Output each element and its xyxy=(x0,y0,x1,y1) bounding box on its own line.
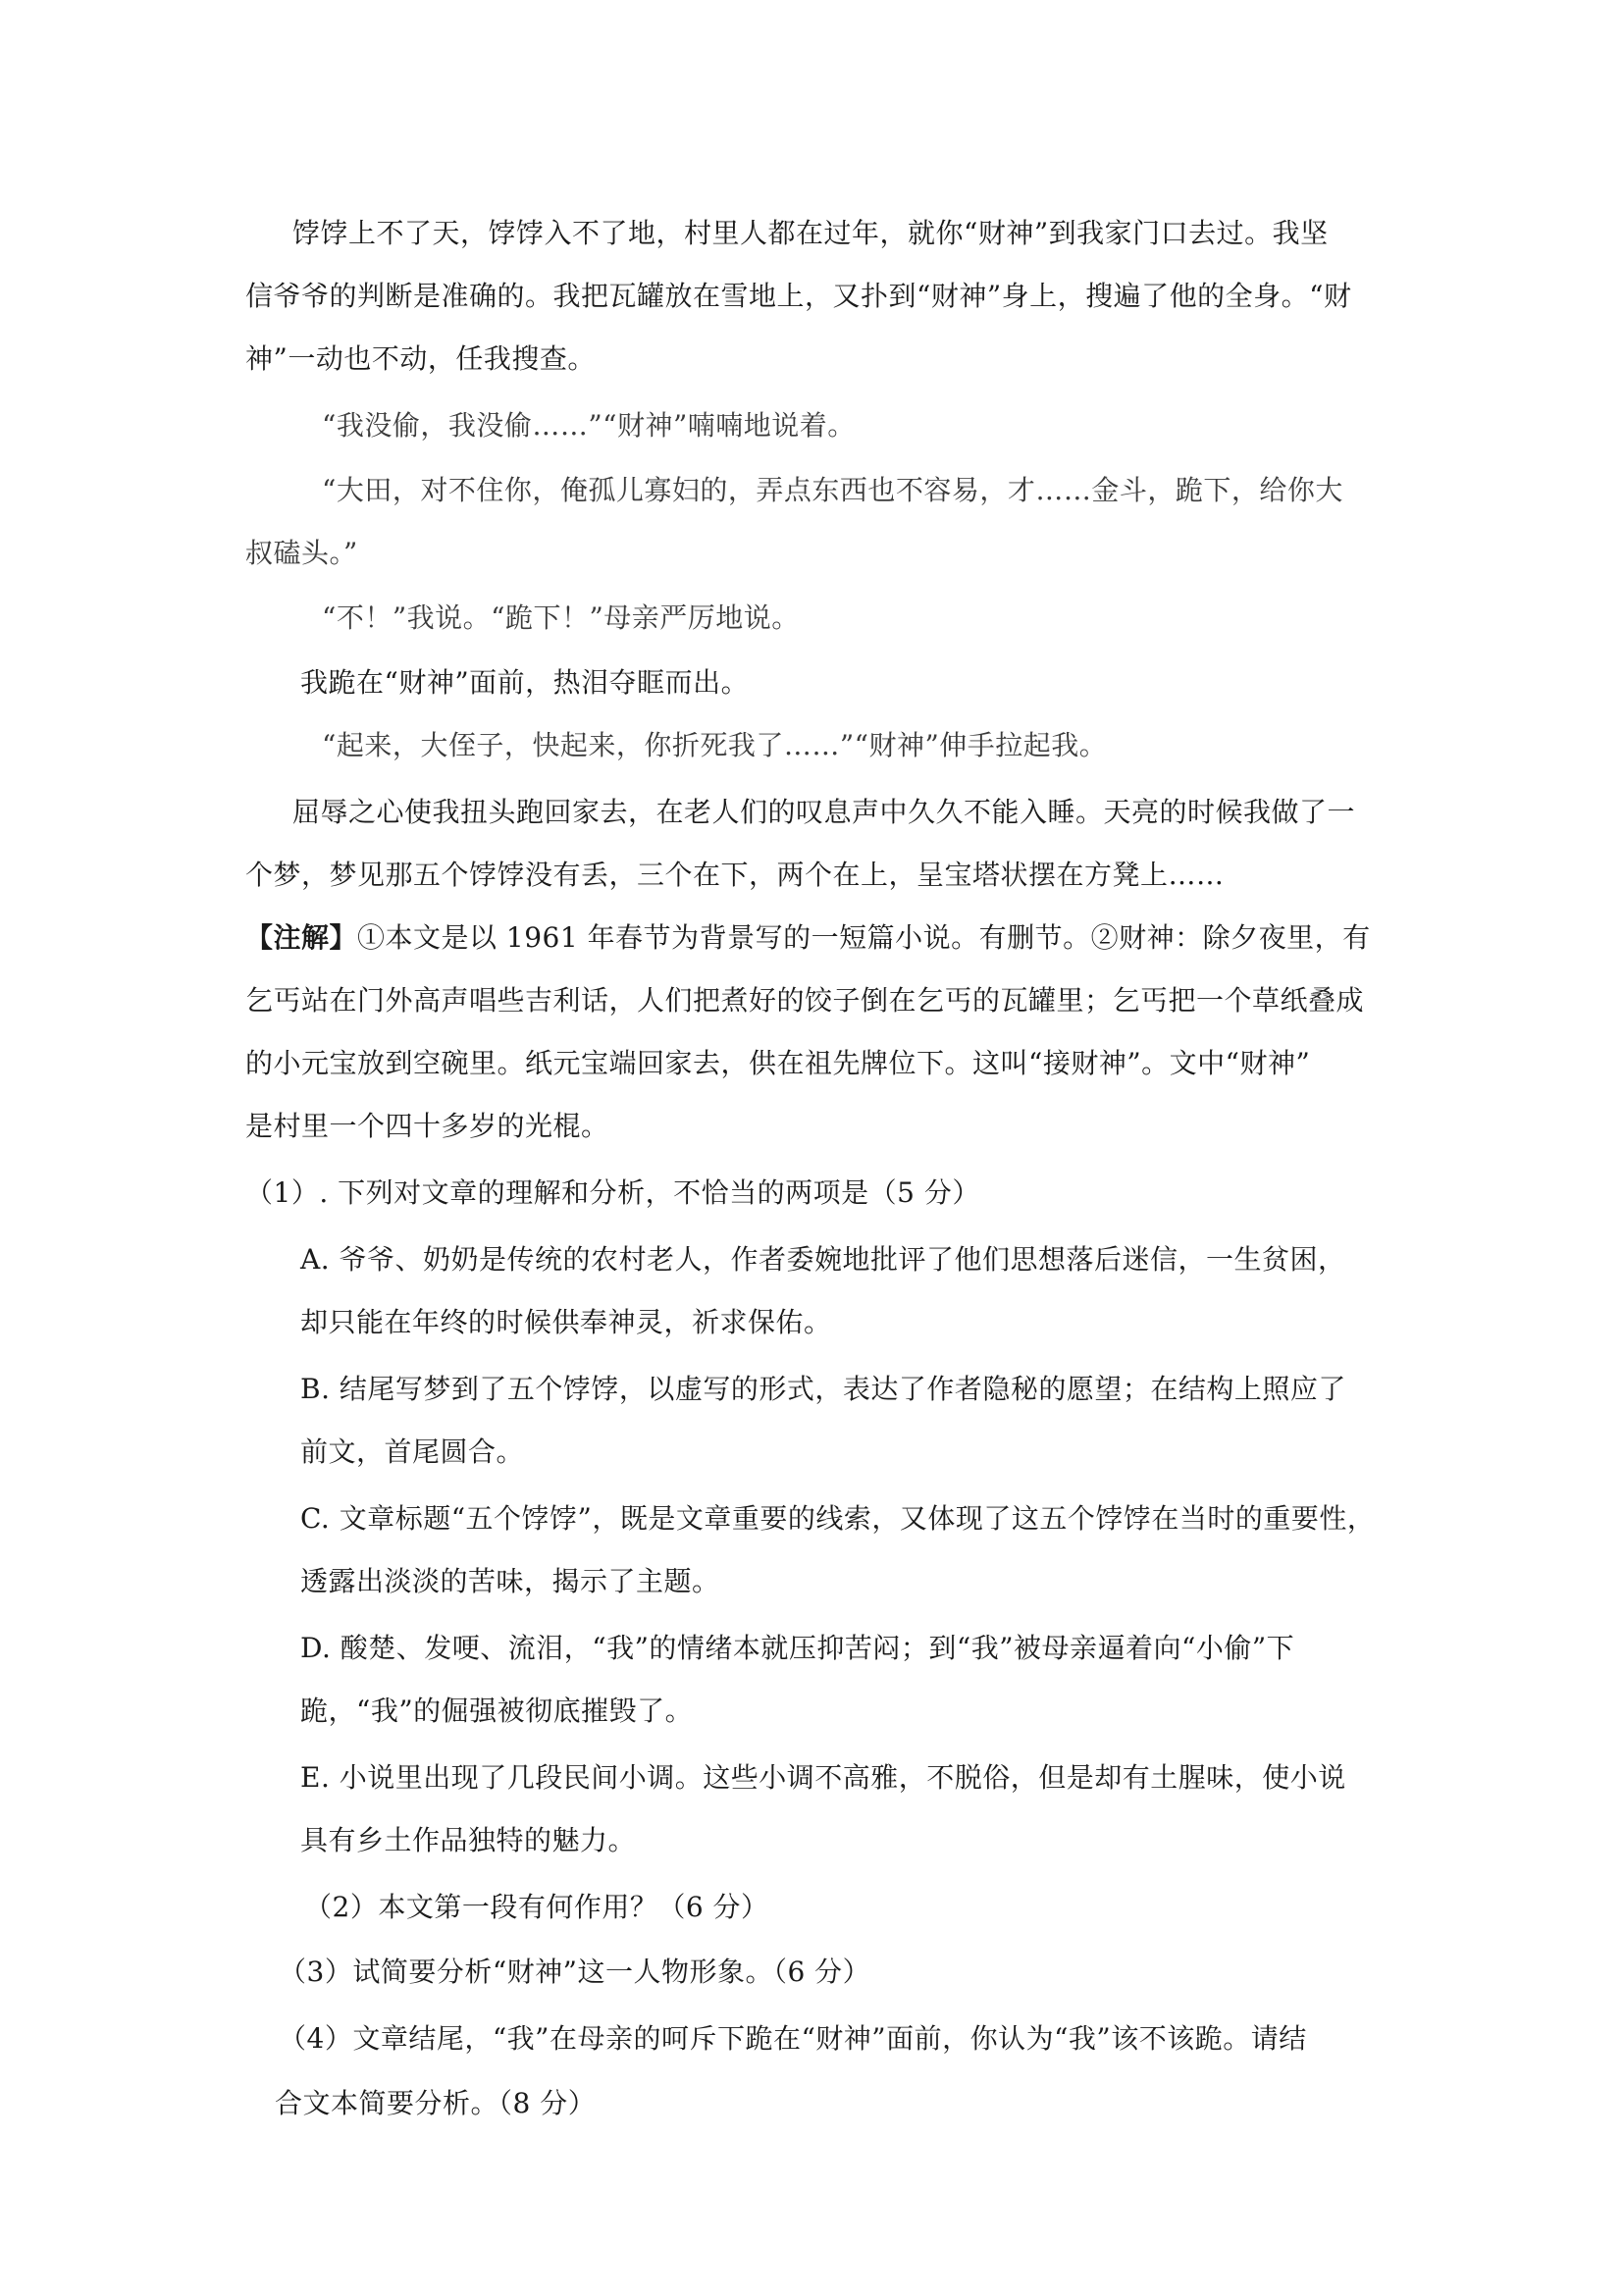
question-4-line-1: （4）文章结尾，“我”在母亲的呵斥下跪在“财神”面前，你认为“我”该不该跪。请结 xyxy=(279,2022,1307,2055)
note-line-2: 乞丐站在门外高声唱些吉利话，人们把煮好的饺子倒在乞丐的瓦罐里；乞丐把一个草纸叠成 xyxy=(245,984,1365,1017)
question-2: （2）本文第一段有何作用？（6 分） xyxy=(304,1891,769,1923)
option-a-line-1: A. 爷爷、奶奶是传统的农村老人，作者委婉地批评了他们思想落后迷信，一生贫困， xyxy=(300,1243,1346,1276)
story-p1-line-1: 饽饽上不了天，饽饽入不了地，村里人都在过年，就你“财神”到我家门口去过。我坚 xyxy=(292,217,1329,249)
story-p6: “起来，大侄子，快起来，你折死我了……”“财神”伸手拉起我。 xyxy=(322,729,1108,761)
option-c-line-2: 透露出淡淡的苦味，揭示了主题。 xyxy=(300,1565,720,1597)
option-c-line-1: C. 文章标题“五个饽饽”，既是文章重要的线索，又体现了这五个饽饽在当时的重要性， xyxy=(300,1502,1376,1535)
option-e-line-2: 具有乡土作品独特的魅力。 xyxy=(300,1824,637,1856)
story-p3-line-1: “大田，对不住你，俺孤儿寡妇的，弄点东西也不容易，才……金斗，跪下，给你大 xyxy=(322,474,1343,506)
story-p7-line-1: 屈辱之心使我扭头跑回家去，在老人们的叹息声中久久不能入睡。天亮的时候我做了一 xyxy=(292,796,1356,828)
story-p1-line-2: 信爷爷的判断是准确的。我把瓦罐放在雪地上，又扑到“财神”身上，搜遍了他的全身。“财 xyxy=(245,280,1352,312)
story-p4: “不！”我说。“跪下！”母亲严厉地说。 xyxy=(322,601,800,634)
option-a-line-2: 却只能在年终的时候供奉神灵，祈求保佑。 xyxy=(300,1306,832,1338)
question-1-stem: （1）. 下列对文章的理解和分析，不恰当的两项是（5 分） xyxy=(245,1176,980,1209)
question-3: （3）试简要分析“财神”这一人物形象。（6 分） xyxy=(279,1956,871,1988)
option-b-line-2: 前文，首尾圆合。 xyxy=(300,1435,525,1468)
question-4-line-2: 合文本简要分析。（8 分） xyxy=(275,2087,597,2119)
story-p1-line-3: 神”一动也不动，任我搜查。 xyxy=(245,342,596,375)
story-p3-line-2: 叔磕头。” xyxy=(245,537,358,569)
note-tag: 【注解】 xyxy=(245,921,358,954)
option-e-line-1: E. 小说里出现了几段民间小调。这些小调不高雅，不脱俗，但是却有土腥味，使小说 xyxy=(300,1761,1346,1794)
option-d-line-1: D. 酸楚、发哽、流泪，“我”的情绪本就压抑苦闷；到“我”被母亲逼着向“小偷”下 xyxy=(300,1632,1295,1664)
note-line-3: 的小元宝放到空碗里。纸元宝端回家去，供在祖先牌位下。这叫“接财神”。文中“财神” xyxy=(245,1047,1311,1079)
story-p2: “我没偷，我没偷……”“财神”喃喃地说着。 xyxy=(322,409,856,442)
option-d-line-2: 跪，“我”的倔强被彻底摧毁了。 xyxy=(300,1695,694,1727)
story-p5: 我跪在“财神”面前，热泪夺眶而出。 xyxy=(300,666,750,699)
story-p7-line-2: 个梦，梦见那五个饽饽没有丢，三个在下，两个在上，呈宝塔状摆在方凳上…… xyxy=(245,859,1225,891)
note-line-4: 是村里一个四十多岁的光棍。 xyxy=(245,1110,609,1142)
option-b-line-1: B. 结尾写梦到了五个饽饽，以虚写的形式，表达了作者隐秘的愿望；在结构上照应了 xyxy=(300,1373,1346,1405)
note-line-1 xyxy=(245,918,1371,958)
note-line-1-text: ①本文是以 1961 年春节为背景写的一短篇小说。有删节。②财神：除夕夜里，有 xyxy=(357,921,1371,954)
